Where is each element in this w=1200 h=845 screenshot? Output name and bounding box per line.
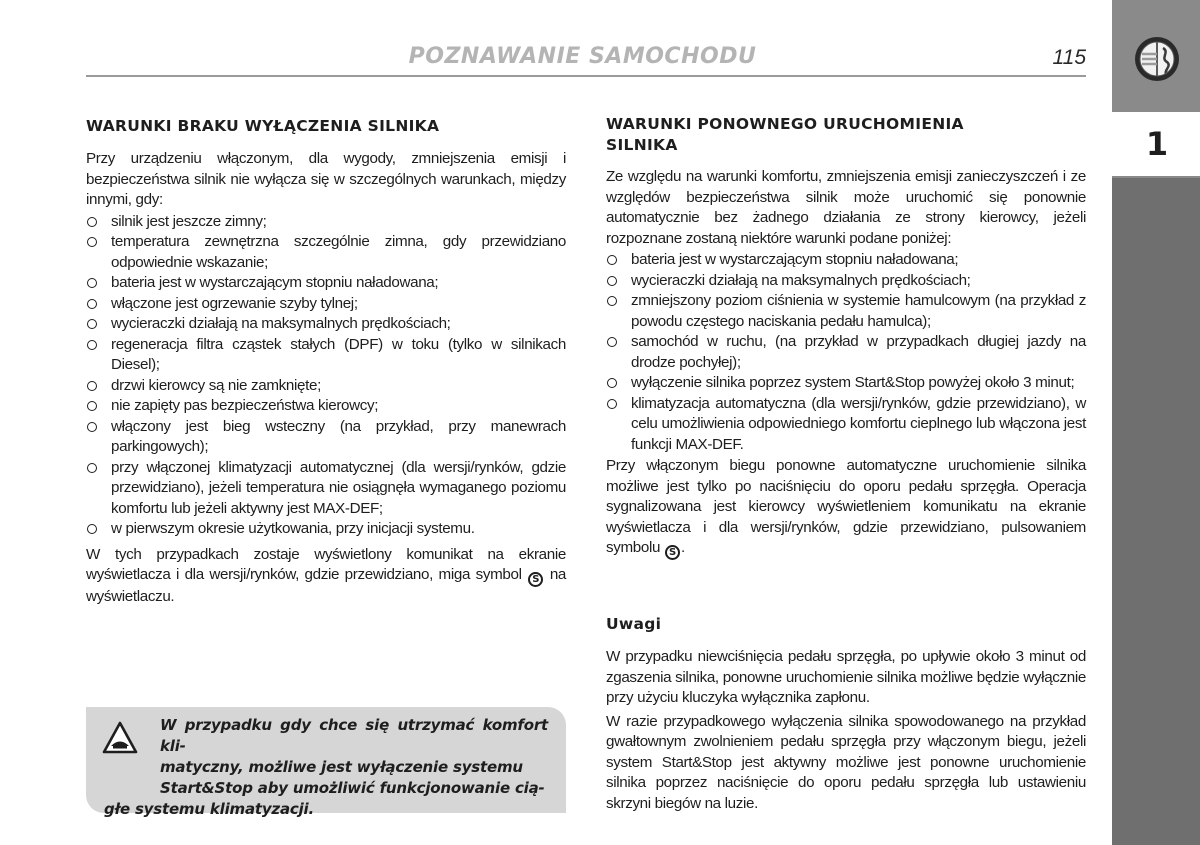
note-paragraph: W razie przypadkowego wyłączenia silnika spowodowanego na przykład gwałtownym zwolnieniem pedału sprzęgła przy włączonym biegu, jeżeli system Start&Stop jest aktywny możliwe jest ponowne uruchomienie silnika poprzez naciśnięcie do oporu pedału sprzęgła lub ustawieniu skrzyni biegów na luzie. bbox=[606, 712, 1086, 812]
list-item bbox=[86, 376, 566, 397]
bullet-circle-icon bbox=[87, 278, 97, 288]
bullet-circle-icon bbox=[87, 422, 97, 432]
right-heading-line: WARUNKI PONOWNEGO URUCHOMIENIA bbox=[606, 115, 964, 133]
notes-body bbox=[606, 647, 1086, 814]
list-item-text: zmniejszony poziom ciśnienia w systemie hamulcowym (na przykład z powodu częstego naciskania pedału hamulca); bbox=[631, 292, 1086, 330]
list-item bbox=[86, 519, 566, 540]
bullet-circle-icon bbox=[87, 524, 97, 534]
sidebar-band-lower bbox=[1112, 178, 1200, 845]
list-item bbox=[86, 396, 566, 417]
warning-box bbox=[86, 707, 566, 818]
list-item-text: włączone jest ogrzewanie szyby tylnej; bbox=[111, 294, 358, 312]
bullet-circle-icon bbox=[607, 296, 617, 306]
list-item-text: nie zapięty pas bezpieczeństwa kierowcy; bbox=[111, 397, 379, 414]
list-item bbox=[606, 250, 1086, 271]
left-outro bbox=[86, 545, 566, 608]
list-item bbox=[606, 332, 1086, 373]
warning-line: matyczny, możliwe jest wyłączenie systemu bbox=[160, 758, 523, 776]
bullet-circle-icon bbox=[607, 399, 617, 409]
left-body bbox=[86, 149, 566, 608]
list-item bbox=[86, 335, 566, 376]
notes-heading: Uwagi bbox=[606, 615, 662, 633]
left-heading: WARUNKI BRAKU WYŁĄCZENIA SILNIKA bbox=[86, 117, 440, 135]
right-intro: Ze względu na warunki komfortu, zmniejszenia emisji zanieczyszczeń i ze względów bezpieczeństwa silnik może uruchomić się ponownie automatycznie bez żadnego działania ze strony kierowcy, jeżeli rozpoznane zostaną niektóre warunki podane poniżej: bbox=[606, 168, 1086, 247]
bullet-circle-icon bbox=[87, 340, 97, 350]
left-outro-text: W tych przypadkach zostaje wyświetlony komunikat na ekranie wyświetlacza i dla wersji/rynków, gdzie przewidziano, miga symbol bbox=[86, 545, 566, 583]
list-item-text: klimatyzacja automatyczna (dla wersji/rynków, gdzie przewidziano), w celu umożliwienia odpowiedniego komfortu cieplnego lub włączona jest funkcji MAX-DEF. bbox=[631, 394, 1086, 453]
list-item bbox=[86, 232, 566, 273]
start-stop-symbol-icon: S bbox=[665, 545, 680, 560]
list-item-text: przy włączonej klimatyzacji automatycznej (dla wersji/rynków, gdzie przewidziano), jeżeli temperatura nie osiągnęła wymaganego poziomu komfortu lub jeżeli aktywny jest MAX-DEF; bbox=[111, 458, 566, 517]
list-item-text: wycieraczki działają na maksymalnych prędkościach; bbox=[631, 271, 971, 289]
left-outro-text-end: na wyświetlaczu. bbox=[86, 566, 567, 605]
warning-line: głe systemu klimatyzacji. bbox=[104, 800, 314, 818]
list-item-text: bateria jest w wystarczającym stopniu naładowana; bbox=[631, 251, 959, 268]
brand-logo-icon bbox=[1134, 36, 1180, 82]
list-item-text: samochód w ruchu, (na przykład w przypadkach długiej jazdy na drodze pochyłej); bbox=[631, 333, 1086, 371]
right-body bbox=[606, 167, 1086, 560]
right-para2-text-end: . bbox=[680, 539, 685, 556]
list-item-text: drzwi kierowcy są nie zamknięte; bbox=[111, 376, 321, 394]
list-item-text: wyłączenie silnika poprzez system Start&Stop powyżej około 3 minut; bbox=[631, 374, 1075, 391]
list-item bbox=[86, 314, 566, 335]
bullet-circle-icon bbox=[87, 401, 97, 411]
list-item bbox=[606, 373, 1086, 394]
warning-line: W przypadku gdy chce się utrzymać komfort kli- bbox=[160, 716, 548, 755]
page-number: 115 bbox=[1052, 46, 1086, 69]
list-item-text: wycieraczki działają na maksymalnych prędkościach; bbox=[111, 315, 451, 332]
list-item-text: silnik jest jeszcze zimny; bbox=[111, 212, 267, 230]
list-item bbox=[86, 273, 566, 294]
left-intro: Przy urządzeniu włączonym, dla wygody, zmniejszenia emisji i bezpieczeństwa silnik nie wyłącza się w szczególnych warunkach, między innymi, gdy: bbox=[86, 150, 566, 208]
bullet-circle-icon bbox=[87, 319, 97, 329]
bullet-circle-icon bbox=[87, 299, 97, 309]
bullet-circle-icon bbox=[607, 378, 617, 388]
warning-line: Start&Stop aby umożliwić funkcjonowanie cią- bbox=[160, 779, 545, 797]
right-heading bbox=[606, 114, 964, 156]
list-item bbox=[606, 394, 1086, 456]
bullet-circle-icon bbox=[87, 381, 97, 391]
bullet-circle-icon bbox=[87, 237, 97, 247]
start-stop-symbol-icon: S bbox=[528, 572, 543, 587]
warning-text bbox=[104, 715, 548, 820]
right-heading-line: SILNIKA bbox=[606, 136, 678, 154]
list-item-text: temperatura zewnętrzna szczególnie zimna, gdy przewidziano odpowiednie wskazanie; bbox=[111, 233, 566, 271]
right-para2 bbox=[606, 456, 1086, 560]
list-item-text: włączony jest bieg wsteczny (na przykład, przy manewrach parkingowych); bbox=[111, 417, 566, 455]
list-item-text: w pierwszym okresie użytkowania, przy inicjacji systemu. bbox=[111, 520, 475, 537]
header-rule bbox=[86, 75, 1086, 77]
bullet-circle-icon bbox=[87, 463, 97, 473]
list-item-text: regeneracja filtra cząstek stałych (DPF) w toku (tylko w silnikach Diesel); bbox=[111, 335, 566, 373]
list-item bbox=[606, 271, 1086, 292]
list-item bbox=[86, 212, 566, 233]
note-paragraph: W przypadku niewciśnięcia pedału sprzęgła, po upływie około 3 minut od zgaszenia silnika, ponowne uruchomienie silnika możliwe będzie wyłącznie przy użyciu kluczyka wyłącznika zapłonu. bbox=[606, 648, 1086, 706]
bullet-circle-icon bbox=[607, 276, 617, 286]
right-para2-text: Przy włączonym biegu ponowne automatyczne uruchomienie silnika możliwe jest tylko po naciśnięciu do oporu pedału sprzęgła. Operacja sygnalizowana jest kierowcy wyświetleniem komunikatu na ekranie wyświetlacza i dla wersji/rynków, gdzie przewidziano, pulsowaniem symbolu bbox=[606, 457, 1086, 556]
list-item bbox=[86, 294, 566, 315]
chapter-tab-number: 1 bbox=[1145, 125, 1169, 163]
running-header-title: POZNAWANIE SAMOCHODU bbox=[408, 44, 757, 69]
list-item bbox=[606, 291, 1086, 332]
bullet-circle-icon bbox=[87, 217, 97, 227]
list-item-text: bateria jest w wystarczającym stopniu naładowana; bbox=[111, 274, 439, 291]
list-item bbox=[86, 417, 566, 458]
bullet-circle-icon bbox=[607, 255, 617, 265]
bullet-circle-icon bbox=[607, 337, 617, 347]
chapter-tab bbox=[1112, 112, 1200, 176]
list-item bbox=[86, 458, 566, 520]
